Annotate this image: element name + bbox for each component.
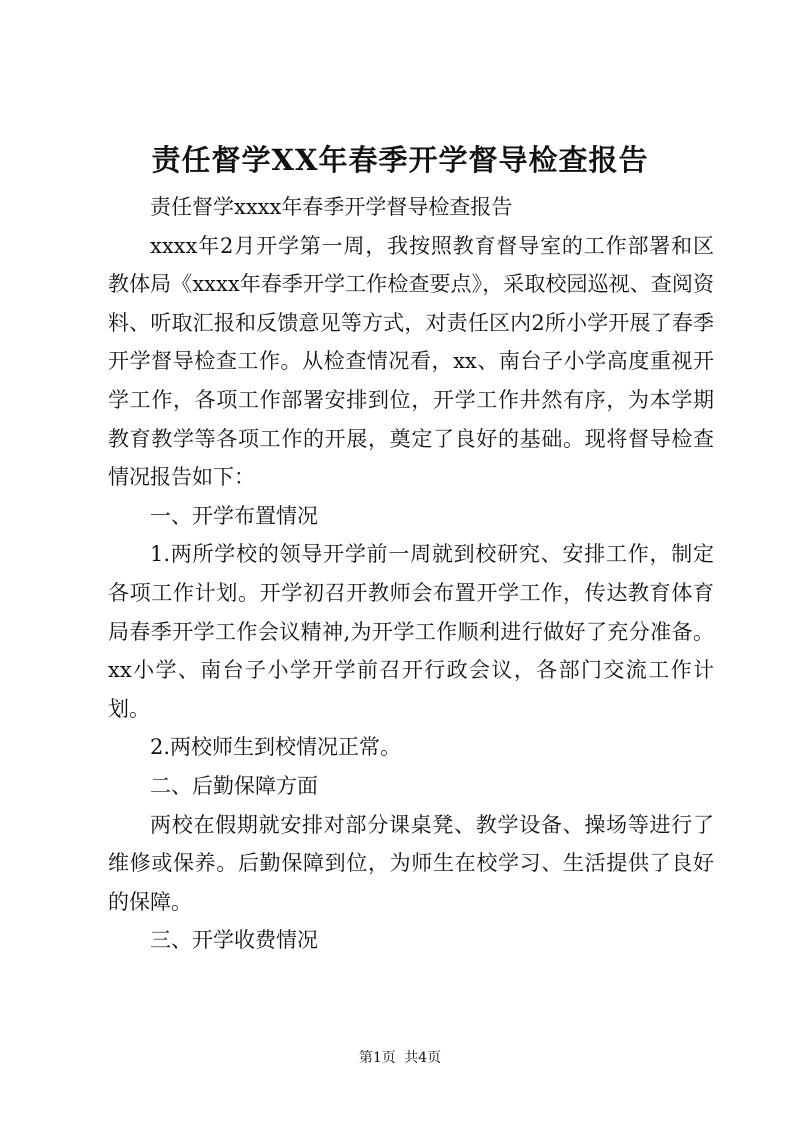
heading-section-2: 二、后勤保障方面 xyxy=(150,773,318,798)
document-title: 责任督学XX年春季开学督导检查报告 xyxy=(151,143,649,177)
paragraph-intro: xxxx年2月开学第一周，我按照教育督导室的工作部署和区教体局《xxxx年春季开学工作检查要点》，采取校园巡视、查阅资料、听取汇报和反馈意见等方式，对责任区内2所小学开展了春季开学督导检查工作。从检查情况看，xx、南台子小学高度重视开学工作，各项工作部署安排到位，开学工作井然有序，为本学期教育教学等各项工作的开展，奠定了良好的基础。现将督导检查情况报告如下： xyxy=(108,233,714,490)
page-number: 第1页 xyxy=(358,1050,396,1066)
paragraph-item-2: 2.两校师生到校情况正常。 xyxy=(150,735,402,760)
heading-section-3: 三、开学收费情况 xyxy=(150,928,318,953)
paragraph-subtitle: 责任督学xxxx年春季开学督导检查报告 xyxy=(150,195,513,219)
paragraph-logistics: 两校在假期就安排对部分课桌凳、教学设备、操场等进行了维修或保养。后勤保障到位，为师生在校学习、生活提供了良好的保障。 xyxy=(108,812,714,914)
document-body xyxy=(108,188,714,960)
page-footer xyxy=(0,1048,800,1068)
page-total: 共4页 xyxy=(404,1050,442,1066)
paragraph-item-1: 1.两所学校的领导开学前一周就到校研究、安排工作，制定各项工作计划。开学初召开教师会布置开学工作，传达教育体育局春季开学工作会议精神,为开学工作顺利进行做好了充分准备。xx小学、南台子小学开学前召开行政会议，各部门交流工作计划。 xyxy=(108,542,714,721)
heading-section-1: 一、开学布置情况 xyxy=(150,503,318,528)
